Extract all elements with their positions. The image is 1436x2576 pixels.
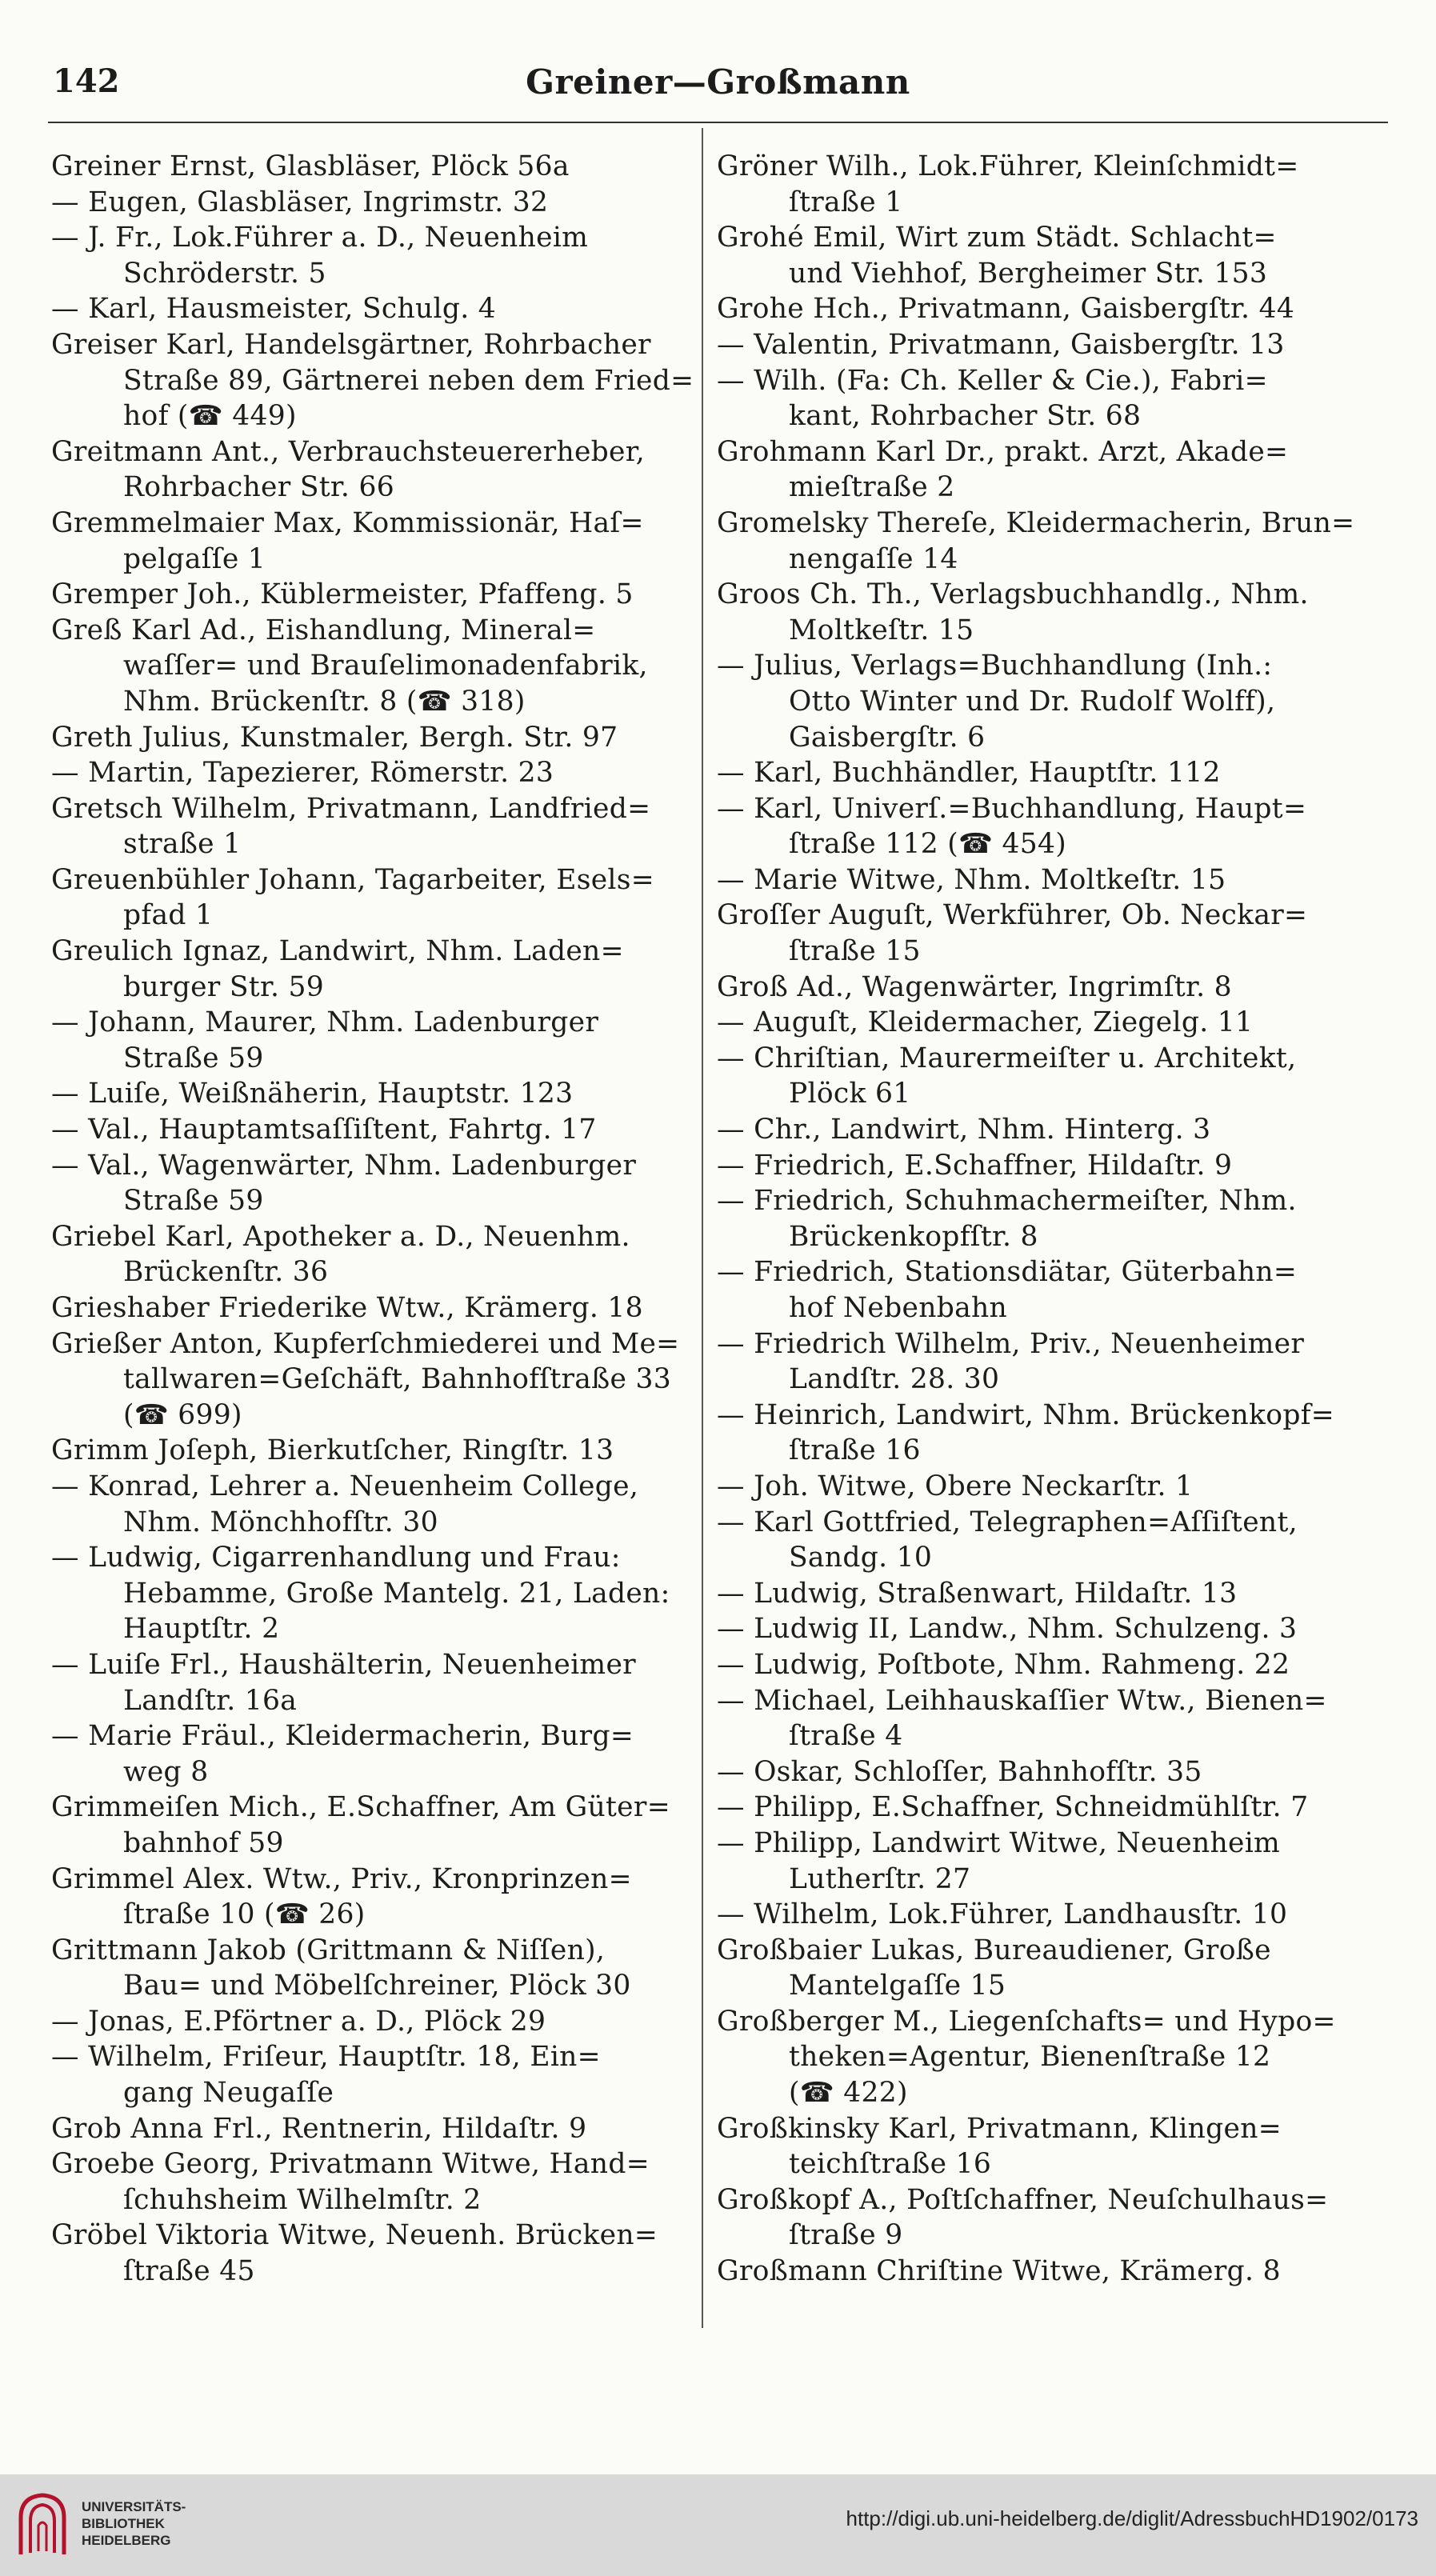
- entry-continuation-line: Bau= und Möbelſchreiner, Plöck 30: [123, 1970, 631, 2002]
- directory-entry-line: Greß Karl Ad., Eishandlung, Mineral=: [51, 614, 596, 646]
- library-name-line: BIBLIOTHEK: [82, 2516, 165, 2531]
- entry-continuation-line: ſtraße 45: [123, 2255, 255, 2288]
- directory-entry-line: — Ludwig, Cigarrenhandlung und Frau:: [51, 1542, 621, 1574]
- directory-entry-line: Groß Ad., Wagenwärter, Ingrimſtr. 8: [717, 970, 1232, 1003]
- right-column: [717, 149, 1362, 2290]
- directory-entry-line: Großkinsky Karl, Privatmann, Klingen=: [717, 2112, 1282, 2145]
- entry-continuation-line: pfad 1: [123, 899, 214, 932]
- directory-entry-line: Greulich Ignaz, Landwirt, Nhm. Laden=: [51, 935, 624, 968]
- entry-continuation-line: Nhm. Brückenſtr. 8 (☎ 318): [123, 685, 526, 718]
- library-name: [82, 2498, 186, 2549]
- entry-continuation-line: straße 1: [123, 828, 242, 861]
- directory-entry-line: Großmann Chriſtine Witwe, Krämerg. 8: [717, 2255, 1281, 2288]
- directory-entry-line: — Karl, Univerſ.=Buchhandlung, Haupt=: [717, 792, 1307, 825]
- entry-continuation-line: ſtraße 16: [789, 1434, 921, 1467]
- directory-entry-line: — Friedrich, Stationsdiätar, Güterbahn=: [717, 1256, 1298, 1289]
- directory-entry-line: — Val., Wagenwärter, Nhm. Ladenburger: [51, 1149, 637, 1182]
- entry-continuation-line: Brückenſtr. 36: [123, 1256, 329, 1289]
- directory-entry-line: — Chriſtian, Maurermeiſter u. Architekt,: [717, 1042, 1297, 1074]
- entry-continuation-line: Straße 59: [123, 1185, 264, 1218]
- entry-continuation-line: Straße 59: [123, 1042, 264, 1074]
- library-name-line: UNIVERSITÄTS-: [82, 2499, 186, 2514]
- entry-continuation-line: theken=Agentur, Bienenſtraße 12: [789, 2041, 1271, 2074]
- directory-entry-line: — Luiſe Frl., Haushälterin, Neuenheimer: [51, 1648, 636, 1681]
- page-number: 142: [53, 62, 120, 100]
- entry-continuation-line: ſtraße 10 (☎ 26): [123, 1898, 366, 1931]
- entry-continuation-line: Hebamme, Große Mantelg. 21, Laden:: [123, 1577, 670, 1610]
- directory-entry-line: Gretsch Wilhelm, Privatmann, Landfried=: [51, 792, 651, 825]
- entry-continuation-line: Sandg. 10: [789, 1542, 933, 1574]
- entry-continuation-line: pelgaſſe 1: [123, 542, 266, 575]
- directory-entry-line: — Ludwig, Poſtbote, Nhm. Rahmeng. 22: [717, 1648, 1290, 1681]
- directory-entry-line: Gromelsky Thereſe, Kleidermacherin, Brun=: [717, 506, 1355, 539]
- entry-continuation-line: bahnhof 59: [123, 1826, 284, 1859]
- entry-continuation-line: ſtraße 4: [789, 1720, 903, 1753]
- directory-entry-line: Groebe Georg, Privatmann Witwe, Hand=: [51, 2148, 650, 2181]
- entry-continuation-line: ſtraße 9: [789, 2219, 903, 2252]
- directory-entry-line: — Philipp, E.Schaffner, Schneidmühlſtr. 7: [717, 1791, 1309, 1824]
- directory-entry-line: — Wilhelm, Friſeur, Hauptſtr. 18, Ein=: [51, 2041, 601, 2074]
- entry-continuation-line: Lutherſtr. 27: [789, 1862, 971, 1895]
- entry-continuation-line: Nhm. Mönchhofſtr. 30: [123, 1506, 438, 1538]
- entry-continuation-line: Moltkeſtr. 15: [789, 614, 974, 646]
- directory-entry-line: — Wilh. (Fa: Ch. Keller & Cie.), Fabri=: [717, 364, 1268, 397]
- directory-entry-line: — Karl, Hausmeister, Schulg. 4: [51, 293, 497, 326]
- directory-entry-line: — Marie Fräul., Kleidermacherin, Burg=: [51, 1720, 634, 1753]
- directory-entry-line: Greiner Ernst, Glasbläser, Plöck 56a: [51, 150, 570, 182]
- directory-entry-line: Grohe Hch., Privatmann, Gaisbergſtr. 44: [717, 293, 1295, 326]
- directory-entry-line: Grittmann Jakob (Grittmann & Niſſen),: [51, 1934, 606, 1966]
- footer-band: [0, 2474, 1436, 2576]
- entry-continuation-line: mieſtraße 2: [789, 471, 955, 504]
- directory-entry-line: Gremper Joh., Küblermeister, Pfaffeng. 5: [51, 578, 634, 611]
- directory-entry-line: — Karl Gottfried, Telegraphen=Aſſiſtent,: [717, 1506, 1298, 1538]
- entry-continuation-line: Hauptſtr. 2: [123, 1613, 280, 1646]
- entry-continuation-line: (☎ 699): [123, 1398, 242, 1431]
- directory-entry-line: — Johann, Maurer, Nhm. Ladenburger: [51, 1006, 599, 1039]
- directory-entry-line: Grieshaber Friederike Wtw., Krämerg. 18: [51, 1292, 643, 1324]
- directory-entry-line: — Friedrich, Schuhmachermeiſter, Nhm.: [717, 1185, 1297, 1218]
- directory-entry-line: Griebel Karl, Apotheker a. D., Neuenhm.: [51, 1220, 630, 1253]
- directory-entry-line: — J. Fr., Lok.Führer a. D., Neuenheim: [51, 222, 589, 254]
- directory-entry-line: — Val., Hauptamtsaſſiſtent, Fahrtg. 17: [51, 1114, 597, 1146]
- directory-entry-line: Großbaier Lukas, Bureaudiener, Große: [717, 1934, 1271, 1966]
- entry-continuation-line: gang Neugaſſe: [123, 2077, 334, 2110]
- entry-continuation-line: Gaisbergſtr. 6: [789, 721, 986, 754]
- column-divider: [702, 128, 703, 2328]
- directory-entry-line: — Auguſt, Kleidermacher, Ziegelg. 11: [717, 1006, 1254, 1039]
- directory-entry-line: Groos Ch. Th., Verlagsbuchhandlg., Nhm.: [717, 578, 1309, 611]
- directory-entry-line: Greitmann Ant., Verbrauchsteuererheber,: [51, 435, 646, 468]
- entry-continuation-line: ſchuhsheim Wilhelmſtr. 2: [123, 2183, 482, 2216]
- directory-entry-line: — Eugen, Glasbläser, Ingrimstr. 32: [51, 186, 549, 218]
- directory-entry-line: Grob Anna Frl., Rentnerin, Hildaſtr. 9: [51, 2112, 587, 2145]
- directory-entry-line: — Ludwig II, Landw., Nhm. Schulzeng. 3: [717, 1613, 1298, 1646]
- directory-entry-line: — Ludwig, Straßenwart, Hildaſtr. 13: [717, 1577, 1238, 1610]
- directory-entry-line: — Friedrich, E.Schaffner, Hildaſtr. 9: [717, 1149, 1233, 1182]
- entry-continuation-line: Straße 89, Gärtnerei neben dem Fried=: [123, 364, 694, 397]
- entry-continuation-line: kant, Rohrbacher Str. 68: [789, 400, 1142, 433]
- page-header: [48, 62, 1388, 110]
- directory-entry-line: Grohé Emil, Wirt zum Städt. Schlacht=: [717, 222, 1277, 254]
- entry-continuation-line: waſſer= und Brauſelimonadenfabrik,: [123, 650, 648, 682]
- directory-entry-line: — Oskar, Schloſſer, Bahnhofſtr. 35: [717, 1755, 1202, 1788]
- directory-entry-line: — Friedrich Wilhelm, Priv., Neuenheimer: [717, 1327, 1305, 1360]
- directory-entry-line: Grimmel Alex. Wtw., Priv., Kronprinzen=: [51, 1862, 632, 1895]
- directory-entry-line: Gröbel Viktoria Witwe, Neuenh. Brücken=: [51, 2219, 658, 2252]
- entry-continuation-line: hof (☎ 449): [123, 400, 297, 433]
- entry-continuation-line: Brückenkopfſtr. 8: [789, 1220, 1038, 1253]
- directory-entry-line: — Philipp, Landwirt Witwe, Neuenheim: [717, 1826, 1281, 1859]
- directory-entry-line: Großberger M., Liegenſchafts= und Hypo=: [717, 2005, 1336, 2038]
- entry-continuation-line: burger Str. 59: [123, 970, 324, 1003]
- directory-entry-line: Gröner Wilh., Lok.Führer, Kleinſchmidt=: [717, 150, 1299, 182]
- library-logo[interactable]: [14, 2489, 270, 2562]
- directory-entry-line: Gremmelmaier Max, Kommissionär, Haſ=: [51, 506, 644, 539]
- directory-entry-line: Groſſer Auguſt, Werkführer, Ob. Neckar=: [717, 899, 1308, 932]
- running-head: Greiner—Großmann: [526, 62, 910, 102]
- directory-entry-line: Grohmann Karl Dr., prakt. Arzt, Akade=: [717, 435, 1289, 468]
- entry-continuation-line: weg 8: [123, 1755, 209, 1788]
- entry-continuation-line: (☎ 422): [789, 2077, 908, 2110]
- directory-entry-line: Grimmeiſen Mich., E.Schaffner, Am Güter=: [51, 1791, 670, 1824]
- directory-entry-line: Grimm Joſeph, Bierkutſcher, Ringſtr. 13: [51, 1434, 614, 1467]
- library-seal-icon: [14, 2490, 70, 2559]
- entry-continuation-line: tallwaren=Geſchäft, Bahnhofſtraße 33: [123, 1363, 671, 1396]
- directory-entry-line: — Luiſe, Weißnäherin, Hauptstr. 123: [51, 1078, 574, 1110]
- directory-entry-line: Greth Julius, Kunstmaler, Bergh. Str. 97: [51, 721, 618, 754]
- entry-continuation-line: Plöck 61: [789, 1078, 911, 1110]
- entry-continuation-line: hof Nebenbahn: [789, 1292, 1008, 1324]
- entry-continuation-line: ſtraße 15: [789, 935, 921, 968]
- entry-continuation-line: teichſtraße 16: [789, 2148, 992, 2181]
- directory-entry-line: — Martin, Tapezierer, Römerstr. 23: [51, 757, 554, 790]
- directory-entry-line: — Chr., Landwirt, Nhm. Hinterg. 3: [717, 1114, 1211, 1146]
- directory-entry-line: — Heinrich, Landwirt, Nhm. Brückenkopf=: [717, 1398, 1334, 1431]
- library-name-line: HEIDELBERG: [82, 2533, 171, 2548]
- directory-entry-line: — Karl, Buchhändler, Hauptſtr. 112: [717, 757, 1221, 790]
- entry-continuation-line: ſtraße 112 (☎ 454): [789, 828, 1067, 861]
- directory-entry-line: Greiser Karl, Handelsgärtner, Rohrbacher: [51, 328, 651, 361]
- source-url-link[interactable]: http://digi.ub.uni-heidelberg.de/diglit/AdressbuchHD1902/0173: [846, 2506, 1418, 2530]
- directory-entry-line: — Marie Witwe, Nhm. Moltkeſtr. 15: [717, 863, 1226, 896]
- entry-continuation-line: Landſtr. 16a: [123, 1684, 298, 1717]
- directory-entry-line: Greuenbühler Johann, Tagarbeiter, Esels=: [51, 863, 654, 896]
- directory-entry-line: — Michael, Leihhauskaſſier Wtw., Bienen=: [717, 1684, 1327, 1717]
- directory-entry-line: Großkopf A., Poſtſchaffner, Neuſchulhaus=: [717, 2183, 1329, 2216]
- entry-continuation-line: Landſtr. 28. 30: [789, 1363, 1000, 1396]
- directory-entry-line: — Julius, Verlags=Buchhandlung (Inh.:: [717, 650, 1273, 682]
- entry-continuation-line: ſtraße 1: [789, 186, 903, 218]
- entry-continuation-line: Mantelgaſſe 15: [789, 1970, 1006, 2002]
- directory-entry-line: Grießer Anton, Kupferſchmiederei und Me=: [51, 1327, 680, 1360]
- entry-continuation-line: Otto Winter und Dr. Rudolf Wolff),: [789, 685, 1276, 718]
- directory-entry-line: — Valentin, Privatmann, Gaisbergſtr. 13: [717, 328, 1285, 361]
- directory-entry-line: — Wilhelm, Lok.Führer, Landhausſtr. 10: [717, 1898, 1288, 1931]
- directory-entry-line: — Joh. Witwe, Obere Neckarſtr. 1: [717, 1470, 1194, 1502]
- directory-entry-line: — Konrad, Lehrer a. Neuenheim College,: [51, 1470, 639, 1502]
- left-column: [51, 149, 696, 2290]
- directory-entry-line: — Jonas, E.Pförtner a. D., Plöck 29: [51, 2005, 546, 2038]
- entry-continuation-line: Schröderstr. 5: [123, 257, 326, 290]
- header-rule: [48, 122, 1388, 123]
- entry-continuation-line: Rohrbacher Str. 66: [123, 471, 394, 504]
- entry-continuation-line: nengaſſe 14: [789, 542, 958, 575]
- entry-continuation-line: und Viehhof, Bergheimer Str. 153: [789, 257, 1268, 290]
